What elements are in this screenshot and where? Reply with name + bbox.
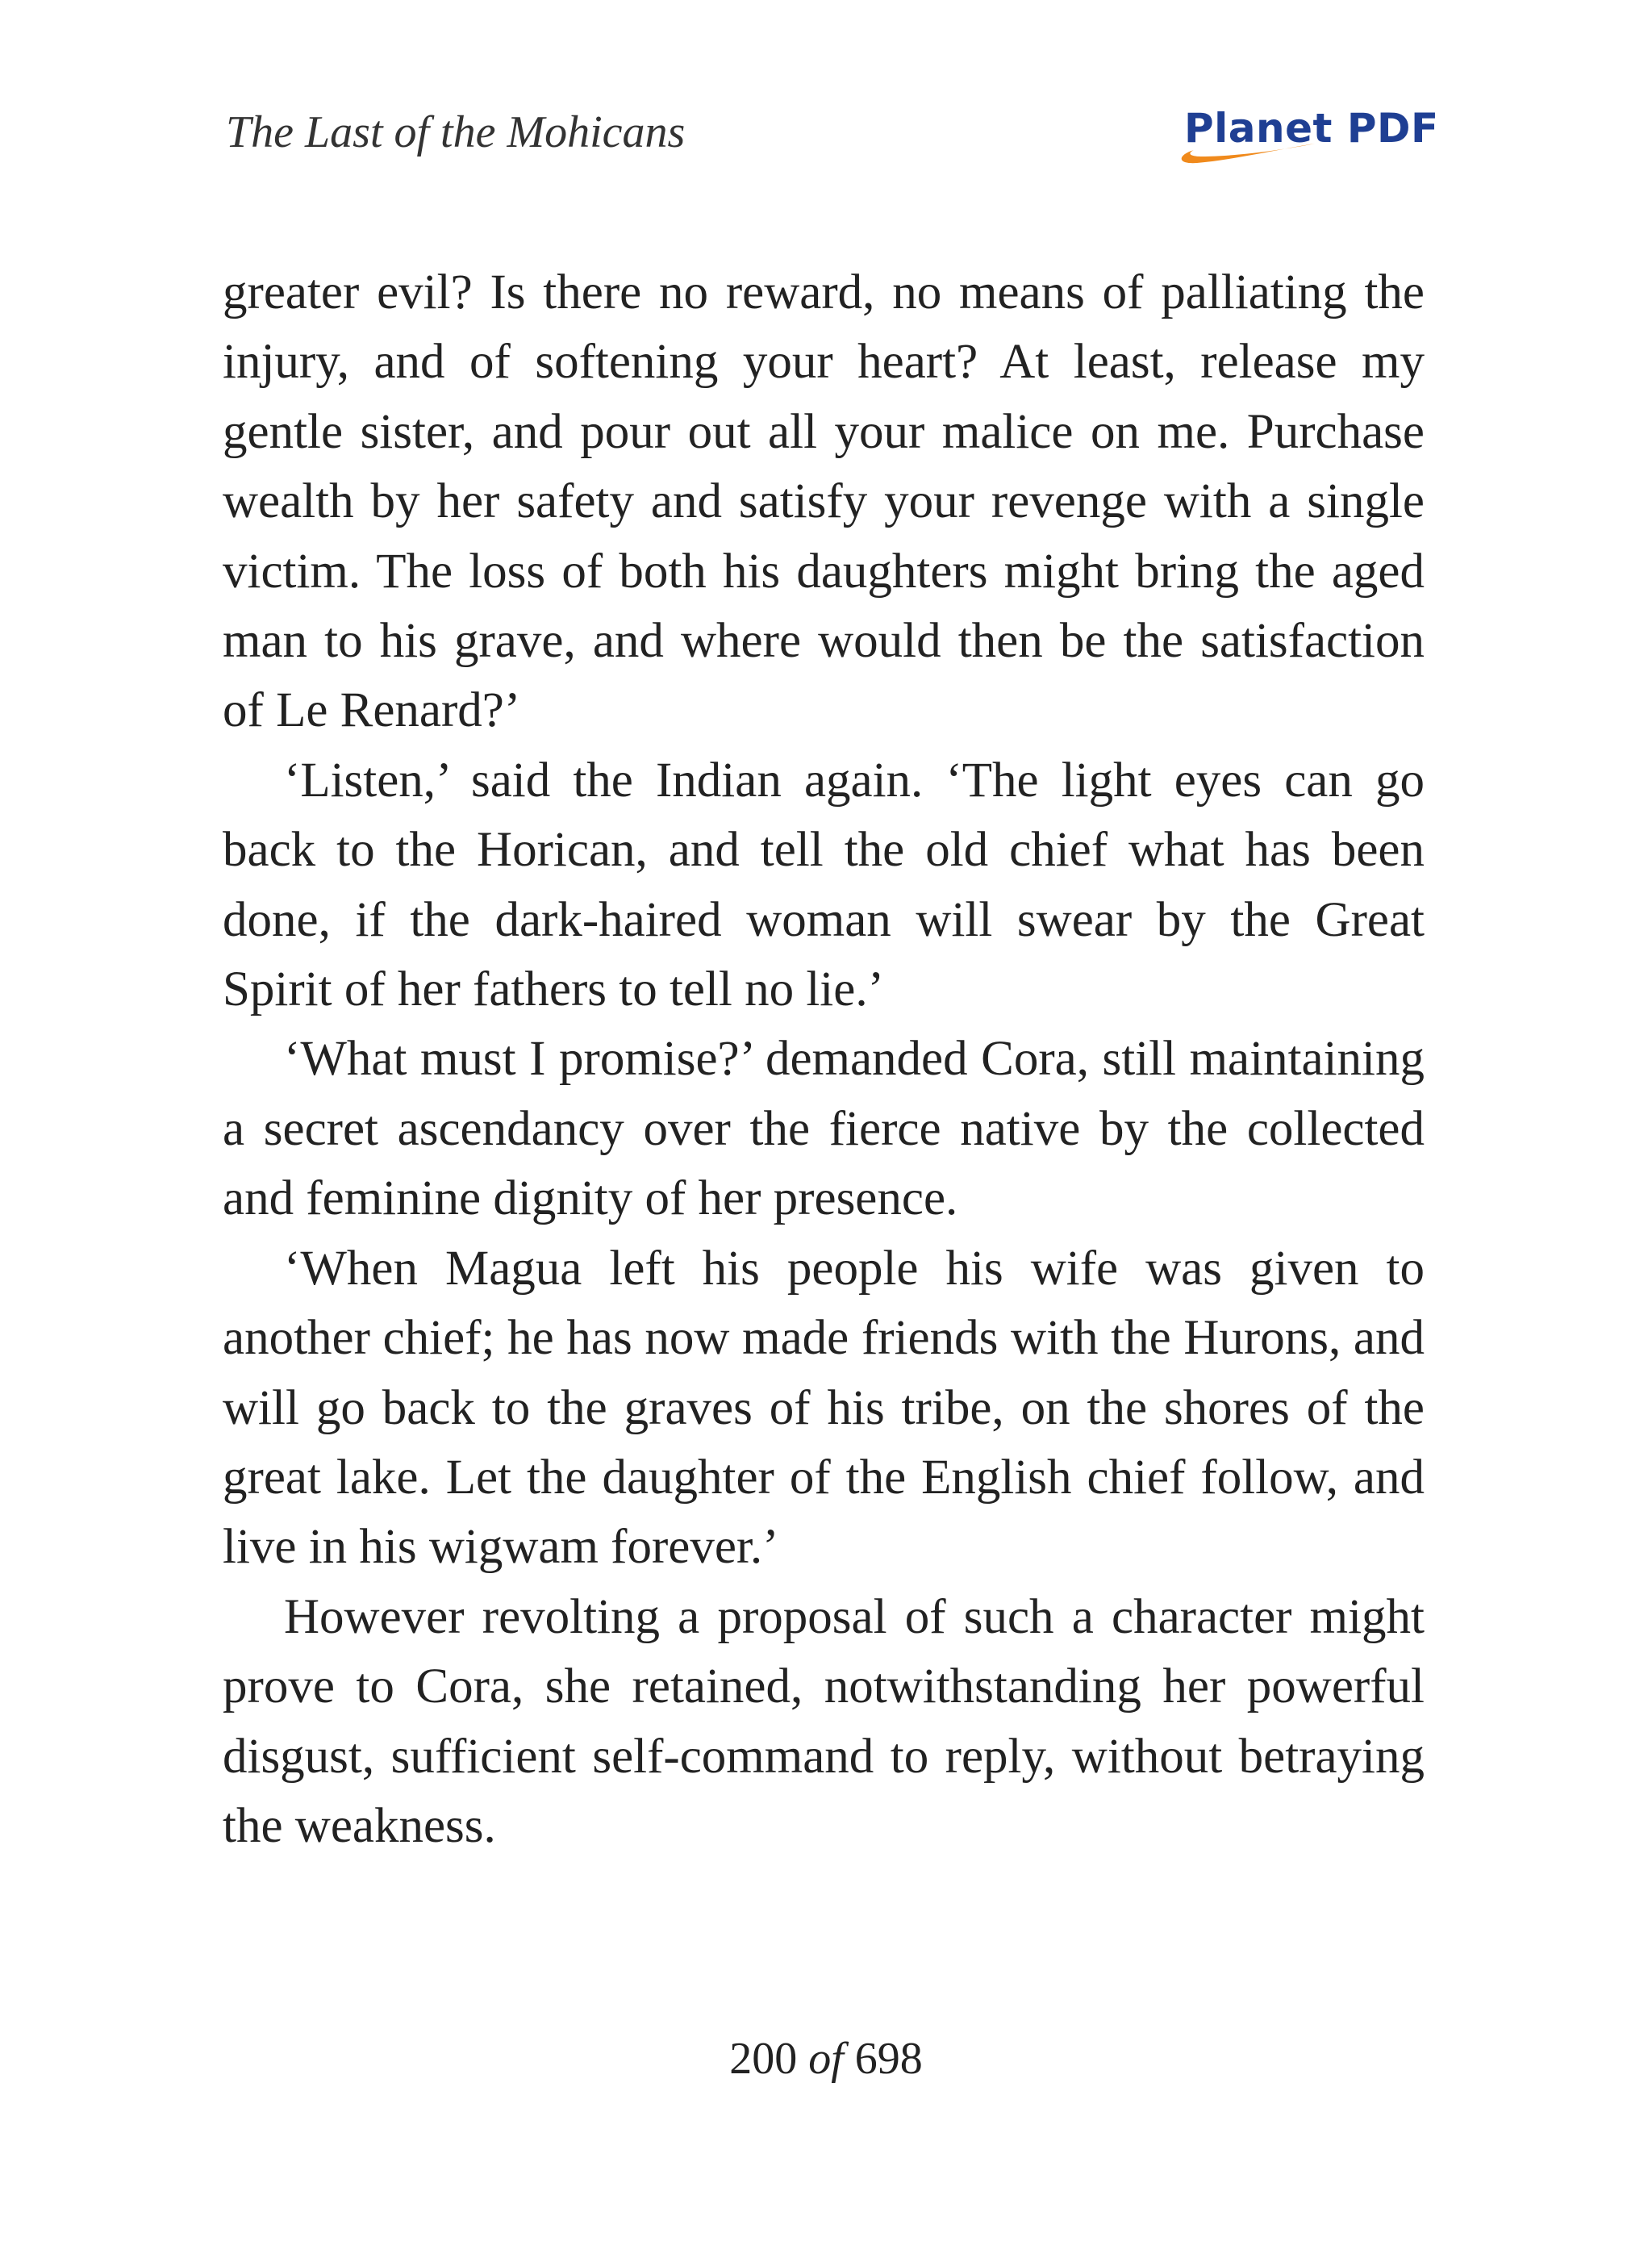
paragraph-4: ‘When Magua left his people his wife was given to another chief; he has now made friends with the Hurons, and will go back to the graves of his tribe, on the shores of the great lake. Let the daughter of the English chief follow, and live in his wigwam forever.’	[223, 1241, 1425, 1575]
paragraph-2: ‘Listen,’ said the Indian again. ‘The light eyes can go back to the Horican, and tell the old chief what has been done, if the dark-haired woman will swear by the Great Spirit of her fathers to tell no lie.’	[223, 753, 1425, 1017]
page-current: 200	[729, 2034, 798, 2084]
logo-text: Planet PDF	[1184, 105, 1439, 152]
page-of: of	[808, 2034, 844, 2084]
planet-pdf-logo[interactable]	[1162, 103, 1439, 168]
chapter-text	[223, 258, 1425, 1861]
paragraph-5: However revolting a proposal of such a character might prove to Cora, she retained, notwithstanding her powerful disgust, sufficient self-command to reply, without betraying the weakness.	[223, 1589, 1425, 1853]
paragraph-1: greater evil? Is there no reward, no means of palliating the injury, and of softening your heart? At least, release my gentle sister, and pour out all your malice on me. Purchase wealth by her safety and satisfy your revenge with a single victim. The loss of both his daughters might bring the aged man to his grave, and where would then be the satisfaction of Le Renard?’	[223, 265, 1425, 738]
paragraph-3: ‘What must I promise?’ demanded Cora, still maintaining a secret ascendancy over the fierce native by the collected and feminine dignity of her presence.	[223, 1032, 1425, 1226]
page-number	[0, 2033, 1652, 2085]
running-title: The Last of the Mohicans	[226, 107, 686, 157]
page-total: 698	[854, 2034, 923, 2084]
